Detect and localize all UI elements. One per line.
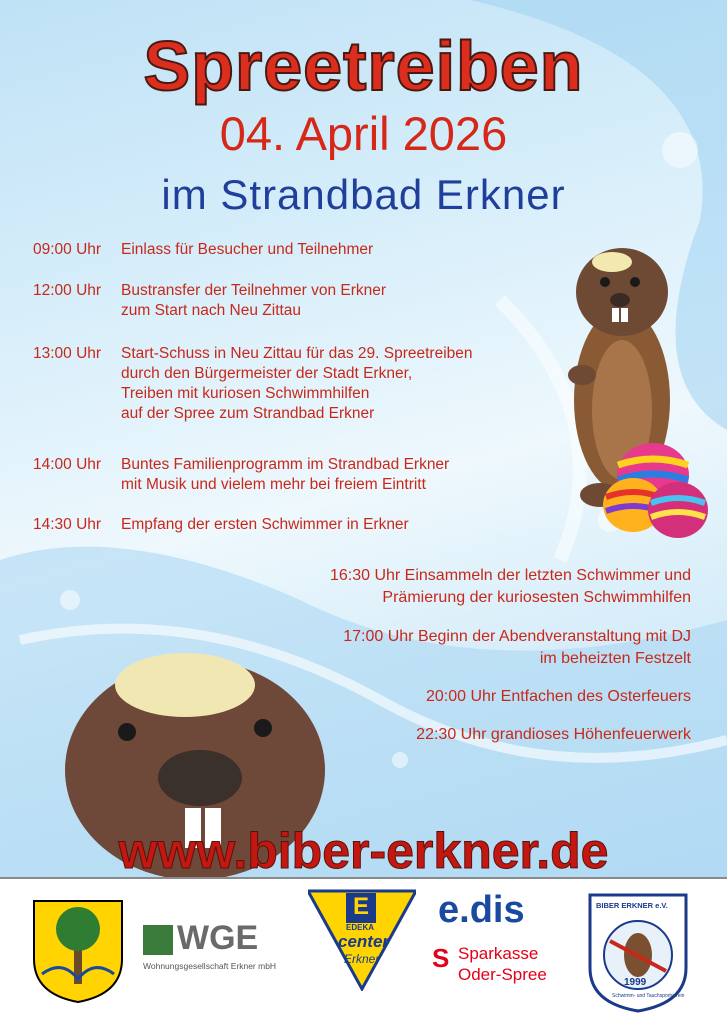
biber-erkner-club-badge: [588, 893, 688, 1013]
easter-eggs-illustration: [598, 435, 718, 540]
schedule-text: Prämierung der kuriosesten Schwimmhilfen: [382, 589, 691, 606]
sparkasse-name: Sparkasse: [458, 944, 539, 963]
website-url[interactable]: www.biber-erkner.de: [118, 823, 609, 877]
edeka-place: Erkner: [344, 952, 380, 966]
wge-subtitle: Wohnungsgesellschaft Erkner mbH: [143, 961, 277, 971]
schedule-text: Empfang der ersten Schwimmer in Erkner: [121, 516, 409, 533]
edis-name: e.dis: [438, 889, 525, 931]
schedule-item-right: [330, 565, 691, 609]
schedule-text: durch den Bürgermeister der Stadt Erkner,: [121, 365, 413, 382]
schedule-item-right: [416, 724, 691, 746]
edeka-e-mark: E: [353, 893, 370, 920]
wge-name: WGE: [177, 919, 259, 957]
schedule-text: 17:00 Uhr Beginn der Abendveranstaltung mit DJ: [343, 628, 691, 645]
schedule-item-right: [343, 626, 691, 670]
schedule-text: 20:00 Uhr Entfachen des Osterfeuers: [425, 688, 691, 705]
poster-title: Spreetreiben: [143, 27, 584, 105]
event-date: 04. April 2026: [219, 107, 508, 160]
schedule-text: im beheizten Festzelt: [539, 650, 691, 667]
edis-sparkasse-logos: [432, 889, 572, 1009]
edeka-brand: EDEKA: [346, 923, 375, 932]
schedule-time: 12:00 Uhr: [33, 282, 102, 299]
edeka-center-text: center: [338, 932, 390, 951]
schedule-text: 16:30 Uhr Einsammeln der letzten Schwimmer und: [329, 567, 691, 584]
schedule-text: Start-Schuss in Neu Zittau für das 29. Spreetreiben: [121, 345, 473, 362]
schedule-time: 14:30 Uhr: [33, 516, 102, 533]
erkner-coat-of-arms-logo: [32, 899, 124, 1004]
schedule-text: Buntes Familienprogramm im Strandbad Erkner: [121, 456, 450, 473]
schedule-text: Bustransfer der Teilnehmer von Erkner: [121, 282, 387, 299]
wge-logo: [143, 921, 293, 981]
schedule-text: mit Musik und vielem mehr bei freiem Eintritt: [121, 476, 426, 493]
sponsor-footer: [0, 877, 727, 1024]
schedule-text: auf der Spree zum Strandbad Erkner: [121, 405, 375, 422]
schedule-time: 14:00 Uhr: [33, 456, 102, 473]
event-venue: im Strandbad Erkner: [161, 171, 566, 218]
schedule-text: Einlass für Besucher und Teilnehmer: [121, 241, 374, 258]
sparkasse-s-icon: S: [432, 943, 450, 973]
sparkasse-region: Oder-Spree: [458, 965, 547, 984]
club-ring-text: Schwimm- und Tauchsportverein: [612, 993, 685, 999]
club-year: 1999: [624, 977, 647, 988]
schedule-time: 09:00 Uhr: [33, 241, 102, 258]
edeka-center-logo: [308, 889, 416, 991]
club-name: BIBER ERKNER e.V.: [596, 901, 668, 910]
schedule-text: zum Start nach Neu Zittau: [121, 302, 302, 319]
schedule-text: 22:30 Uhr grandioses Höhenfeuerwerk: [416, 726, 691, 743]
schedule-time: 13:00 Uhr: [33, 345, 102, 362]
schedule-text: Treiben mit kuriosen Schwimmhilfen: [121, 385, 370, 402]
schedule-item-right: [426, 686, 691, 708]
